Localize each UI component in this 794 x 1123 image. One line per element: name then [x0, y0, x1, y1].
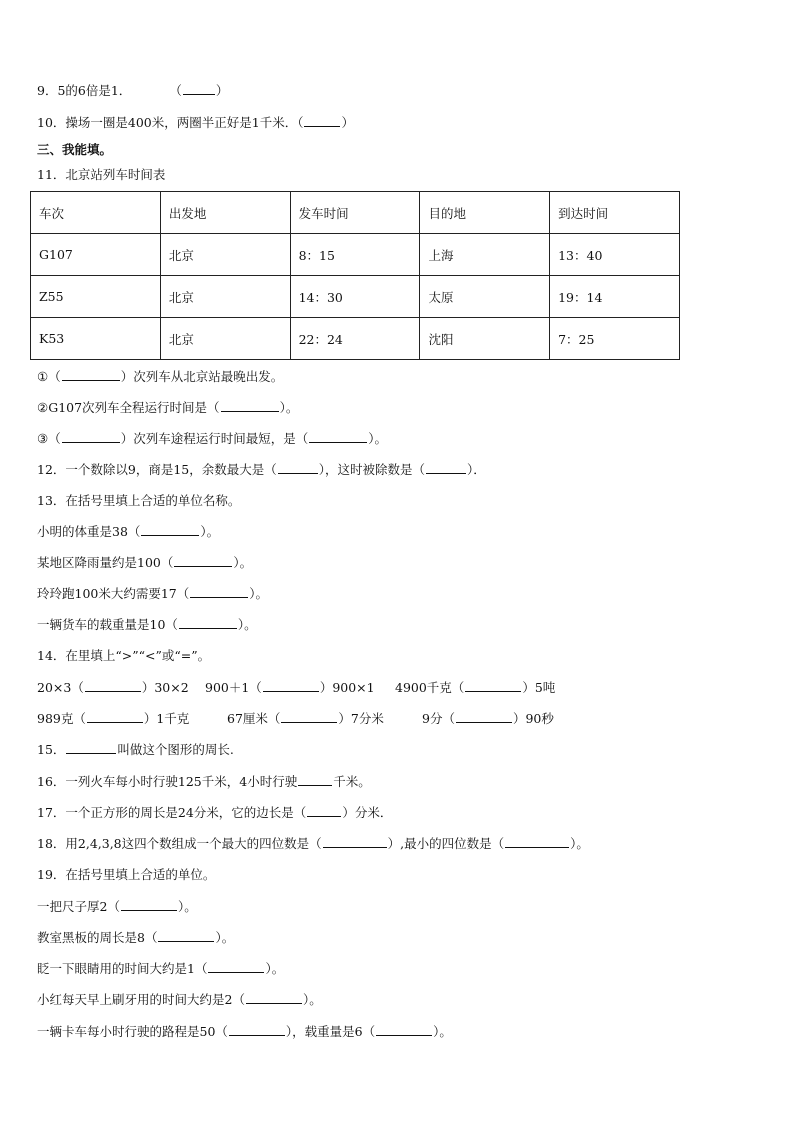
answer-blank[interactable]: [246, 992, 302, 1004]
question-text: 5的6倍是1．: [57, 83, 132, 98]
table-header-row: [31, 192, 680, 234]
train-timetable: [30, 191, 680, 360]
table-header-cell: 出发地: [160, 192, 290, 234]
table-header-cell: 到达时间: [550, 192, 680, 234]
question-text: 操场一圈是400米，两圈半正好是1千米．: [65, 115, 298, 130]
table-cell: 太原: [420, 276, 550, 318]
answer-blank[interactable]: [87, 711, 143, 723]
answer-blank[interactable]: [183, 83, 215, 95]
answer-blank[interactable]: [309, 431, 367, 443]
question-19-item: 眨一下眼睛用的时间大约是1（ ）。: [37, 961, 285, 976]
question-15: 15． 叫做这个图形的周长.: [37, 742, 234, 757]
compare-item: 4900千克（ ）5吨: [395, 680, 556, 695]
table-cell: G107: [31, 234, 161, 276]
question-19-item: 一辆卡车每小时行驶的路程是50（ ），载重量是6（ ）。: [37, 1024, 452, 1039]
compare-item: 67厘米（ ）7分米: [227, 711, 384, 726]
table-cell: 8：15: [290, 234, 420, 276]
question-11-sub-3: ③（ ）次列车途程运行时间最短，是（ ）。: [37, 431, 387, 446]
question-14-title: 14．在里填上“>”“<”或“=”。: [37, 648, 211, 663]
answer-blank[interactable]: [304, 115, 340, 127]
table-cell: 北京: [160, 318, 290, 360]
table-row: [31, 234, 680, 276]
answer-blank[interactable]: [307, 805, 341, 817]
answer-blank[interactable]: [141, 524, 199, 536]
question-19-title: 19．在括号里填上合适的单位。: [37, 867, 216, 882]
answer-blank[interactable]: [158, 930, 214, 942]
table-cell: Z55: [31, 276, 161, 318]
compare-item: 900＋1（ ）900×1: [205, 680, 375, 695]
question-18: 18．用2,4,3,8这四个数组成一个最大的四位数是（ ）,最小的四位数是（ ）。: [37, 836, 589, 851]
table-cell: 7：25: [550, 318, 680, 360]
table-cell: 22：24: [290, 318, 420, 360]
question-number: 10．: [37, 115, 66, 130]
answer-blank[interactable]: [456, 711, 512, 723]
answer-blank[interactable]: [174, 555, 232, 567]
question-14-row: [37, 680, 555, 696]
question-13-item: 一辆货车的载重量是10（ ）。: [37, 617, 257, 632]
question-11-sub-1: ①（ ）次列车从北京站最晚出发。: [37, 369, 284, 384]
answer-blank[interactable]: [278, 462, 318, 474]
answer-blank[interactable]: [465, 680, 521, 692]
table-cell: 北京: [160, 234, 290, 276]
table-row: [31, 318, 680, 360]
answer-blank[interactable]: [62, 369, 120, 381]
question-11-title: 11．北京站列车时间表: [37, 167, 166, 182]
table-header-cell: 车次: [31, 192, 161, 234]
question-13-item: 某地区降雨量约是100（ ）。: [37, 555, 253, 570]
table-cell: 13：40: [550, 234, 680, 276]
table-cell: 沈阳: [420, 318, 550, 360]
table-header-cell: 发车时间: [290, 192, 420, 234]
answer-blank[interactable]: [298, 774, 332, 786]
answer-blank[interactable]: [505, 836, 569, 848]
question-19-item: 一把尺子厚2（ ）。: [37, 899, 197, 914]
table-cell: 北京: [160, 276, 290, 318]
answer-blank[interactable]: [376, 1024, 432, 1036]
answer-blank[interactable]: [221, 400, 279, 412]
question-14-row: [37, 711, 554, 727]
question-11-sub-2: ②G107次列车全程运行时间是（ ）。: [37, 400, 299, 415]
question-9: 9．5的6倍是1． （ ）: [37, 83, 229, 98]
answer-blank[interactable]: [85, 680, 141, 692]
question-16: 16．一列火车每小时行驶125千米，4小时行驶 千米。: [37, 774, 371, 789]
question-17: 17．一个正方形的周长是24分米，它的边长是（ ）分米．: [37, 805, 393, 820]
answer-blank[interactable]: [62, 431, 120, 443]
answer-blank[interactable]: [208, 961, 264, 973]
section-heading: 三、我能填。: [37, 142, 113, 157]
table-cell: K53: [31, 318, 161, 360]
answer-blank[interactable]: [281, 711, 337, 723]
compare-item: 20×3（ ）30×2: [37, 680, 189, 695]
question-19-item: 教室黑板的周长是8（ ）。: [37, 930, 235, 945]
answer-blank[interactable]: [323, 836, 387, 848]
question-13-item: 小明的体重是38（ ）。: [37, 524, 220, 539]
table-cell: 19：14: [550, 276, 680, 318]
question-number: 9．: [37, 83, 58, 98]
table-cell: 上海: [420, 234, 550, 276]
answer-blank[interactable]: [66, 742, 116, 754]
question-19-item: 小红每天早上刷牙用的时间大约是2（ ）。: [37, 992, 322, 1007]
table-cell: 14：30: [290, 276, 420, 318]
question-13-title: 13．在括号里填上合适的单位名称。: [37, 493, 241, 508]
question-13-item: 玲玲跑100米大约需要17（ ）。: [37, 586, 269, 601]
answer-blank[interactable]: [426, 462, 466, 474]
answer-blank[interactable]: [179, 617, 237, 629]
question-12: 12．一个数除以9，商是15，余数最大是（ ），这时被除数是（ ）．: [37, 462, 486, 477]
answer-blank[interactable]: [121, 899, 177, 911]
answer-blank[interactable]: [190, 586, 248, 598]
compare-item: 989克（ ）1千克: [37, 711, 190, 726]
compare-item: 9分（ ）90秒: [422, 711, 554, 726]
answer-blank[interactable]: [229, 1024, 285, 1036]
question-10: 10．操场一圈是400米，两圈半正好是1千米．（ ）: [37, 115, 354, 130]
table-row: [31, 276, 680, 318]
answer-blank[interactable]: [263, 680, 319, 692]
table-header-cell: 目的地: [420, 192, 550, 234]
